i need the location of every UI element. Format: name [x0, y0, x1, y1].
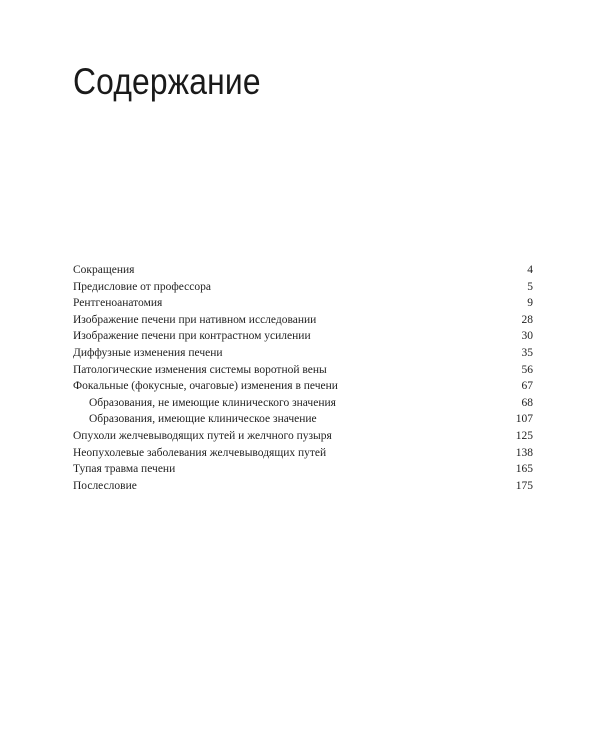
- toc-entry: [73, 279, 533, 296]
- toc-entry: [73, 478, 533, 495]
- toc-entry: [73, 378, 533, 395]
- toc-entry-title: Предисловие от профессора: [73, 280, 211, 293]
- toc-entry-page: 9: [527, 297, 533, 310]
- toc-subentry-page: 68: [521, 396, 533, 409]
- toc-entry-title: Неопухолевые заболевания желчевыводящих путей: [73, 446, 327, 459]
- toc-subentry-page: 107: [515, 413, 533, 426]
- toc-entry-page: 5: [527, 280, 533, 293]
- toc-entry-page: 67: [521, 380, 533, 393]
- toc-entry-page: 28: [521, 313, 533, 326]
- toc-entry-page: 4: [527, 264, 533, 276]
- toc-entry-title: Изображение печени при нативном исследовании: [73, 313, 317, 326]
- toc-entry: [73, 345, 533, 362]
- toc-entry-page: 175: [515, 479, 533, 492]
- table-of-contents: [73, 262, 533, 494]
- page-title: Содержание: [73, 61, 261, 102]
- toc-entry: [73, 312, 533, 329]
- toc-entry-page: 165: [515, 463, 533, 476]
- toc-entry: [73, 362, 533, 379]
- toc-entry-title: Сокращения: [73, 264, 135, 276]
- toc-entry-title: Послесловие: [73, 479, 137, 492]
- toc-entry-title: Изображение печени при контрастном усилении: [73, 330, 311, 343]
- toc-entry: [73, 461, 533, 478]
- toc-entry-page: 30: [521, 330, 533, 343]
- toc-subentry: [73, 395, 533, 412]
- toc-entry: [73, 445, 533, 462]
- toc-entry: [73, 328, 533, 345]
- toc-entry: [73, 428, 533, 445]
- toc-entry-title: Рентгеноанатомия: [73, 297, 163, 310]
- toc-entry-page: 125: [515, 429, 533, 442]
- toc-subentry-title: Образования, не имеющие клинического значения: [89, 396, 336, 409]
- toc-entry-title: Диффузные изменения печени: [73, 346, 223, 359]
- toc-entry-title: Фокальные (фокусные, очаговые) изменения в печени: [73, 380, 338, 393]
- toc-subentry: [73, 411, 533, 428]
- toc-entry-page: 138: [515, 446, 533, 459]
- toc-entry-title: Тупая травма печени: [73, 463, 176, 476]
- toc-subentry-title: Образования, имеющие клиническое значение: [89, 413, 317, 426]
- toc-entry-page: 56: [521, 363, 533, 376]
- toc-entry: [73, 295, 533, 312]
- toc-entry: [73, 262, 533, 279]
- toc-entry-title: Патологические изменения системы воротной вены: [73, 363, 327, 376]
- toc-entry-page: 35: [521, 346, 533, 359]
- toc-entry-title: Опухоли желчевыводящих путей и желчного пузыря: [73, 429, 332, 442]
